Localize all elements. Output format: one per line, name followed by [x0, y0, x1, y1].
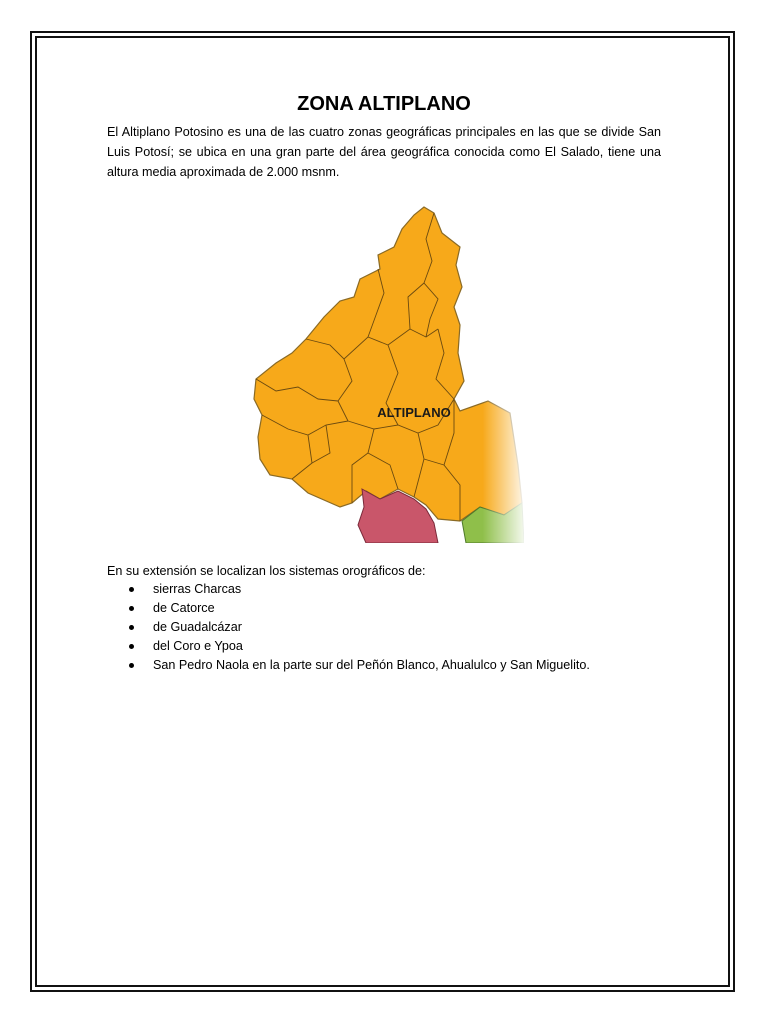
bullet-icon	[129, 587, 134, 592]
bullet-icon	[129, 625, 134, 630]
list-item	[107, 580, 590, 599]
altiplano-map	[248, 203, 524, 543]
list-item	[107, 599, 590, 618]
orographic-lead: En su extensión se localizan los sistemas orográficos de:	[107, 564, 426, 578]
list-item-text: San Pedro Naola en la parte sur del Peñón Blanco, Ahualulco y San Miguelito.	[153, 658, 590, 672]
list-item	[107, 618, 590, 637]
bullet-icon	[129, 663, 134, 668]
list-item-text: sierras Charcas	[153, 582, 242, 596]
list-item-text: de Guadalcázar	[153, 620, 242, 634]
orographic-list	[107, 580, 590, 675]
map-label: ALTIPLANO	[377, 405, 451, 420]
list-item-text: de Catorce	[153, 601, 215, 615]
list-item	[107, 656, 590, 675]
page-title: ZONA ALTIPLANO	[297, 93, 471, 115]
bullet-icon	[129, 644, 134, 649]
bullet-icon	[129, 606, 134, 611]
list-item	[107, 637, 590, 656]
list-item-text: del Coro e Ypoa	[153, 639, 243, 653]
intro-paragraph: El Altiplano Potosino es una de las cuatro zonas geográficas principales en las que se divide San Luis Potosí; se ubica en una gran parte del área geográfica conocida como El Salado, tiene una altura media aproximada de 2.000 msnm.	[107, 125, 661, 179]
